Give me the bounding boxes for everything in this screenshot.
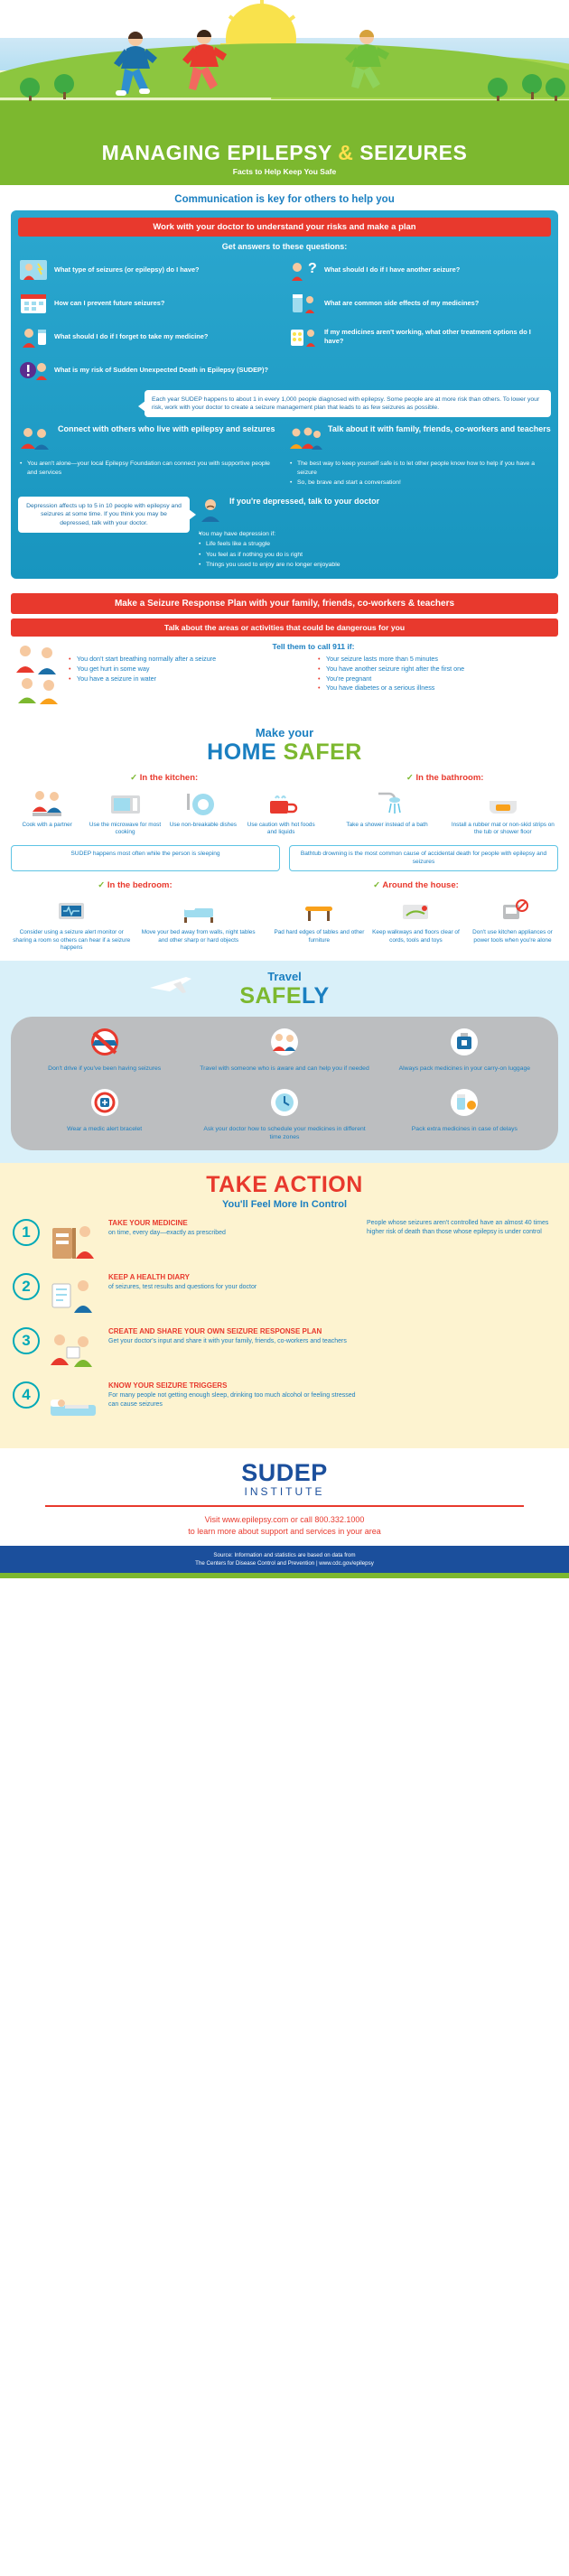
airplane-icon [146, 972, 201, 999]
question-text: How can I prevent future seizures? [54, 299, 165, 307]
tile-label: Use caution with hot foods and liquids [247, 821, 315, 836]
tile-move-bed [137, 896, 258, 952]
travel-label: Travel with someone who is aware and can help you if needed [200, 1065, 369, 1073]
action-side-text: People whose seizures aren't controlled have an almost 40 times higher risk of death than those whose epilepsy is under control [367, 1219, 549, 1236]
bottom-edge [0, 1573, 569, 1578]
tree-icon [546, 78, 565, 103]
travel-item-companion [198, 1026, 370, 1073]
bedroom-block [11, 880, 259, 952]
bullet: • Life feels like a struggle [199, 540, 551, 549]
question-text: What should I do if I have another seizure? [324, 265, 461, 274]
sad-person-icon [197, 497, 224, 526]
tile-label: Take a shower instead of a bath [346, 821, 428, 828]
action-item-3 [13, 1327, 556, 1371]
question-item [18, 357, 281, 384]
tree-icon [522, 74, 542, 99]
action-text-2 [108, 1273, 359, 1292]
action-head: KNOW YOUR SEIZURE TRIGGERS [108, 1381, 228, 1390]
carry-on-medicine-icon [378, 1026, 551, 1062]
travel-label: Always pack medicines in your carry-on luggage [398, 1065, 531, 1073]
tile-hot-liquids [245, 788, 317, 837]
action-head: CREATE AND SHARE YOUR OWN SEIZURE RESPONSE PLAN [108, 1326, 322, 1335]
svg-text:?: ? [308, 261, 317, 276]
list-item: • You don't start breathing normally after a seizure [69, 655, 309, 665]
bedroom-heading-text: In the bedroom: [107, 880, 173, 891]
take-action-section [0, 1163, 569, 1448]
home-safer-title-line1: Make your [255, 725, 314, 739]
medicine-bottle-icon [288, 290, 319, 317]
questions-grid [18, 256, 551, 384]
bullet: • Things you used to enjoy are no longer enjoyable [199, 561, 551, 570]
talk-card [288, 424, 551, 489]
bullet: • You aren't alone—your local Epilepsy Foundation can connect you with supportive people and services [20, 460, 281, 477]
response-plan-subheading: Talk about the areas or activities that could be dangerous for you [11, 618, 558, 637]
group-talking-icon [288, 424, 322, 456]
travel-item-no-driving [18, 1026, 191, 1073]
action-item-2 [13, 1273, 556, 1316]
time-zone-schedule-icon [198, 1086, 370, 1122]
alert-icon [18, 357, 49, 384]
cooking-partner-icon [11, 788, 83, 819]
bathroom-heading: ✓ In the bathroom: [406, 772, 484, 783]
travel-row-1 [18, 1026, 551, 1073]
action-body: For many people not getting enough sleep, drinking too much alcohol or feeling stressed can cause seizures [108, 1392, 356, 1409]
source-bar [0, 1546, 569, 1574]
shower-icon [331, 788, 442, 819]
brand-sudep: SUDEP [241, 1458, 328, 1486]
depression-row [18, 497, 551, 572]
person-seizure-icon [18, 256, 49, 284]
health-diary-icon [47, 1273, 101, 1316]
travel-companion-icon [198, 1026, 370, 1062]
question-item [288, 323, 551, 350]
footer-visit-line1[interactable]: Visit www.epilepsy.com or call 800.332.1000 [204, 1514, 365, 1524]
action-text-3 [108, 1327, 359, 1346]
tile-label: Cook with a partner [22, 821, 72, 828]
work-with-doctor-banner: Work with your doctor to understand your risks and make a plan [18, 218, 551, 237]
take-action-heading: TAKE ACTION [206, 1171, 363, 1197]
depression-stat-box: Depression affects up to 5 in 10 people with epilepsy and seizures at some time. If you think you may be depressed, talk with your doctor. [18, 497, 190, 534]
title-bar [0, 135, 569, 185]
call-911-label: Tell them to call 911 if: [272, 641, 355, 651]
talk-card-bullets [288, 460, 551, 488]
sudep-callout: Each year SUDEP happens to about 1 in every 1,000 people diagnosed with epilepsy. Some people are at more risk than others. To lower your risk, work with your doctor to create a seizure management plan that leads to as few seizures as possible. [145, 390, 551, 417]
home-safer-title-safer: SAFER [283, 739, 362, 765]
connect-talk-cards [18, 424, 551, 489]
medic-alert-bracelet-icon [18, 1086, 191, 1122]
communication-heading: Communication is key for others to help you [174, 194, 395, 205]
depression-card [197, 497, 551, 572]
question-item [18, 323, 281, 350]
page-subtitle: Facts to Help Keep You Safe [232, 167, 337, 176]
bathroom-block [331, 773, 558, 837]
travel-title-line1: Travel [267, 970, 302, 984]
action-head: TAKE YOUR MEDICINE [108, 1218, 188, 1227]
action-body: on time, every day—exactly as prescribed [108, 1230, 226, 1237]
home-safer-title [11, 726, 558, 766]
tile-label: Pad hard edges of tables and other furniture [274, 929, 365, 944]
divider [45, 1505, 524, 1507]
travel-row-2 [18, 1086, 551, 1141]
tile-microwave [89, 788, 161, 837]
padded-table-icon [274, 896, 365, 926]
tile-pad-edges [274, 896, 365, 944]
clear-walkway-icon [370, 896, 462, 926]
connect-card-bullets [18, 460, 281, 477]
home-safer-title-home: HOME [207, 739, 284, 765]
action-number: 4 [13, 1381, 40, 1409]
tile-label: Use non-breakable dishes [169, 821, 237, 828]
action-text-4 [108, 1381, 359, 1409]
bathtub-drowning-note: Bathtub drowning is the most common cause of accidental death for people with epilepsy and seizures [289, 845, 558, 872]
questions-column-right [288, 256, 551, 384]
question-text: What are common side effects of my medicines? [324, 299, 480, 307]
bullet: • The best way to keep yourself safe is to let other people know how to help if you have a seizure [290, 460, 551, 477]
calendar-icon [18, 290, 49, 317]
travel-title-safe: SAFE [239, 983, 303, 1009]
communication-section [0, 185, 569, 588]
around-house-heading-text: Around the house: [382, 880, 459, 891]
tile-rubber-mat [448, 788, 558, 837]
hot-liquids-icon [245, 788, 317, 819]
questions-column-left [18, 256, 281, 384]
around-house-block [274, 880, 558, 952]
bullet-intro: • You may have depression if: [199, 530, 551, 539]
question-text: If my medicines aren't working, what other treatment options do I have? [324, 328, 531, 345]
depression-card-bullets [197, 530, 551, 570]
source-line1: Source: Information and statistics are based on data from [213, 1551, 356, 1558]
list-item: • You have another seizure right after the first one [318, 665, 558, 674]
list-item: • You have a seizure in water [69, 674, 309, 684]
two-people-icon [18, 424, 52, 456]
action-item-1 [13, 1219, 556, 1262]
runner-blue-icon [108, 31, 163, 108]
question-item [18, 256, 281, 284]
tree-icon [54, 74, 74, 99]
footer-visit-line2: to learn more about support and services in your area [188, 1527, 381, 1537]
response-plan-heading: Make a Seizure Response Plan with your family, friends, co-workers & teachers [11, 593, 558, 614]
question-text: What type of seizures (or epilepsy) do I have? [54, 265, 200, 274]
microwave-icon [89, 788, 161, 819]
communication-panel [11, 210, 558, 579]
question-item [18, 290, 281, 317]
kitchen-block [11, 773, 317, 837]
travel-item-carryon [378, 1026, 551, 1073]
tile-no-appliances-alone [467, 896, 558, 944]
tile-label: Use the microwave for most cooking [89, 821, 162, 836]
talk-card-title: Talk about it with family, friends, co-workers and teachers [328, 424, 551, 434]
non-slip-mat-icon [448, 788, 558, 819]
tile-label: Don't use kitchen appliances or power tools when you're alone [472, 929, 553, 944]
treatment-options-icon [288, 323, 319, 350]
around-house-heading: ✓ Around the house: [373, 880, 459, 891]
depression-card-title: If you're depressed, talk to your doctor [229, 496, 380, 506]
bed-safety-icon [137, 896, 258, 926]
action-body: of seizures, test results and questions for your doctor [108, 1284, 257, 1291]
list-item: • You get hurt in some way [69, 665, 309, 674]
action-item-4 [13, 1381, 556, 1425]
sudep-sleep-note: SUDEP happens most often while the person is sleeping [11, 845, 280, 872]
hill-front [0, 43, 569, 98]
travel-section [0, 961, 569, 1163]
seizure-alert-monitor-icon [11, 896, 132, 926]
travel-title-ly: LY [302, 983, 330, 1009]
page-title-amp: & [338, 141, 354, 164]
action-text-1 [108, 1219, 359, 1238]
response-plan-section [0, 588, 569, 719]
seizure-response-people-icon [11, 642, 61, 710]
connect-card-title: Connect with others who live with epilepsy and seizures [58, 424, 275, 434]
connect-card [18, 424, 281, 489]
hero-illustration [0, 0, 569, 135]
travel-label: Pack extra medicines in case of delays [411, 1125, 518, 1132]
page-title [0, 141, 569, 165]
travel-item-timezones [198, 1086, 370, 1141]
tile-take-shower [331, 788, 442, 837]
tile-label: Consider using a seizure alert monitor or sharing a room so others can hear if a seizure happens [13, 929, 131, 952]
tile-cook-with-partner [11, 788, 83, 837]
question-item [288, 256, 551, 284]
home-safer-section [0, 719, 569, 961]
tile-label: Keep walkways and floors clear of cords, tools and toys [372, 929, 460, 944]
travel-label: Wear a medic alert bracelet [67, 1125, 143, 1132]
action-number: 1 [13, 1219, 40, 1246]
road-graphic [11, 1017, 558, 1150]
kitchen-appliance-warning-icon [467, 896, 558, 926]
page-title-part2: SEIZURES [359, 141, 468, 164]
list-item: • You're pregnant [318, 674, 558, 684]
bullet: • You feel as if nothing you do is right [199, 551, 551, 560]
tile-nonbreakable-dishes [167, 788, 239, 837]
source-line2: The Centers for Disease Control and Prevention | www.cdc.gov/epilepsy [195, 1560, 374, 1567]
action-head: KEEP A HEALTH DIARY [108, 1272, 190, 1281]
travel-label: Don't drive if you've been having seizures [48, 1065, 162, 1073]
action-number: 3 [13, 1327, 40, 1354]
bullet: • So, be brave and start a conversation! [290, 479, 551, 488]
runner-red-icon [179, 29, 231, 105]
travel-label: Ask your doctor how to schedule your medicines in different time zones [203, 1125, 366, 1140]
extra-medicine-icon [378, 1086, 551, 1122]
tile-clear-walkways [370, 896, 462, 944]
tree-icon [20, 78, 40, 103]
footer-section [0, 1448, 569, 1546]
tile-label: Install a rubber mat or non-skid strips on the tub or shower floor [451, 821, 555, 836]
runner-green-icon [341, 29, 394, 103]
pill-bottle-icon [18, 323, 49, 350]
no-driving-icon [18, 1026, 191, 1062]
tree-icon [488, 78, 508, 103]
question-mark-icon [288, 256, 319, 284]
share-plan-icon [47, 1327, 101, 1371]
tile-label: Move your bed away from walls, night tables and other sharp or hard objects [141, 929, 256, 944]
question-text: What is my risk of Sudden Unexpected Death in Epilepsy (SUDEP)? [54, 366, 268, 374]
travel-title [11, 970, 558, 1009]
call-911-left-list [69, 655, 309, 693]
take-action-title [13, 1172, 556, 1210]
plastic-dishes-icon [167, 788, 239, 819]
action-side-1 [367, 1219, 556, 1237]
take-action-subheading: You'll Feel More In Control [221, 1198, 348, 1210]
list-item: • You have diabetes or a serious illness [318, 684, 558, 693]
kitchen-heading: ✓ In the kitchen: [130, 772, 199, 783]
page-title-part1: MANAGING EPILEPSY [101, 141, 332, 164]
question-item [288, 290, 551, 317]
call-911-right-list [318, 655, 558, 693]
brand-institute: INSTITUTE [244, 1484, 325, 1498]
get-answers-label: Get answers to these questions: [221, 242, 348, 251]
bedroom-heading: ✓ In the bedroom: [98, 880, 173, 891]
action-body: Get your doctor's input and share it with your family, friends, co-workers and teachers [108, 1338, 347, 1345]
pill-calendar-icon [47, 1219, 101, 1262]
travel-item-bracelet [18, 1086, 191, 1141]
bathroom-heading-text: In the bathroom: [415, 772, 484, 783]
list-item: • Your seizure lasts more than 5 minutes [318, 655, 558, 665]
action-number: 2 [13, 1273, 40, 1300]
sleep-trigger-icon [47, 1381, 101, 1425]
tile-seizure-monitor [11, 896, 132, 952]
kitchen-heading-text: In the kitchen: [139, 772, 199, 783]
question-text: What should I do if I forget to take my medicine? [54, 332, 209, 340]
travel-item-extra-meds [378, 1086, 551, 1141]
